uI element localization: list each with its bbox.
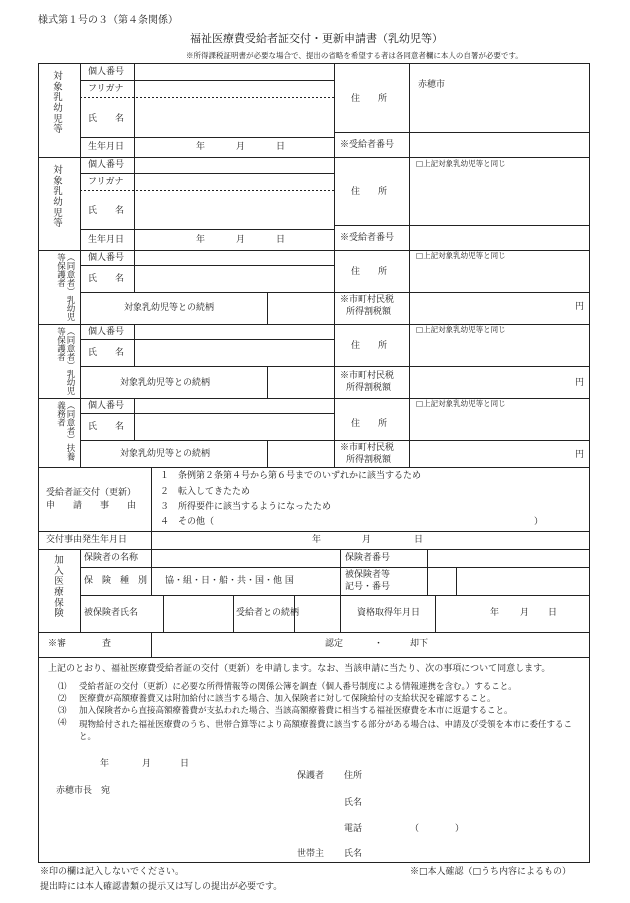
footer-note-left: ※印の欄は記入しないでください。 bbox=[40, 867, 185, 877]
guardian2-individual-number-label: 個人番号 bbox=[88, 327, 125, 337]
supporter-yen: 円 bbox=[575, 450, 585, 460]
infant2-individual-number-label: 個人番号 bbox=[88, 160, 125, 170]
declaration-item-3-num: ⑶ bbox=[58, 706, 67, 716]
infant1-address-label: 住 所 bbox=[351, 94, 388, 104]
declaration-item-4-num: ⑷ bbox=[58, 718, 67, 728]
supporter-same-checkbox[interactable]: □上記対象乳幼児等と同じ bbox=[416, 399, 506, 408]
infant2-name-label: 氏 名 bbox=[88, 206, 125, 216]
infant1-year: 年 bbox=[196, 142, 206, 152]
infant2-day: 日 bbox=[276, 235, 286, 245]
insured-symbol-label-2: 記号・番号 bbox=[345, 582, 391, 592]
reason-option-1[interactable]: １ 条例第２条第４号から第６号までのいずれかに該当するため bbox=[160, 471, 422, 481]
infant2-month: 月 bbox=[236, 235, 246, 245]
guardian1-name-label: 氏 名 bbox=[88, 274, 125, 284]
infant2-year: 年 bbox=[196, 235, 206, 245]
supporter-tax-label-1: ※市町村民税 bbox=[340, 443, 395, 453]
infant2-birth-date-label: 生年月日 bbox=[88, 235, 125, 245]
guardian2-yen: 円 bbox=[575, 378, 585, 388]
reason-label-line1: 受給者証交付（更新） bbox=[46, 488, 137, 498]
supporter-individual-number-label: 個人番号 bbox=[88, 401, 125, 411]
infant2-furigana-label: フリガナ bbox=[88, 177, 124, 187]
guardian2-same-checkbox[interactable]: □上記対象乳幼児等と同じ bbox=[416, 325, 506, 334]
supporter-address-label: 住 所 bbox=[351, 419, 388, 429]
insurance-type-options[interactable]: 協・組・日・船・共・国・他 国 bbox=[165, 576, 294, 586]
review-label: ※審 査 bbox=[48, 639, 112, 649]
infant1-recipient-number-label: ※受給者番号 bbox=[340, 140, 395, 150]
supporter-tax-label-2: 所得割税額 bbox=[346, 455, 392, 465]
event-date-month: 月 bbox=[362, 535, 372, 545]
sign-month: 月 bbox=[142, 759, 152, 769]
infant2-label: 対象乳幼児等 bbox=[53, 165, 63, 230]
guardian1-same-checkbox[interactable]: □上記対象乳幼児等と同じ bbox=[416, 251, 506, 260]
declaration-intro: 上記のとおり、福祉医療費受給者証の交付（更新）を申請します。なお、当該申請に当たり、次の事項について同意します。 bbox=[48, 664, 551, 674]
sign-year: 年 bbox=[100, 759, 110, 769]
declaration-item-2-num: ⑵ bbox=[58, 694, 67, 704]
guardian2-name-label: 氏 名 bbox=[88, 348, 125, 358]
household-head-name-label: 氏名 bbox=[344, 849, 363, 859]
qualification-month: 月 bbox=[520, 608, 530, 618]
guardian-role-label: 保護者 bbox=[297, 771, 325, 781]
top-note: ※所得課税証明書が必要な場合で、提出の省略を希望する者は各同意者欄に本人の自署が必要です。 bbox=[186, 51, 523, 60]
qualification-year: 年 bbox=[490, 608, 500, 618]
guardian1-tax-label-2: 所得割税額 bbox=[346, 307, 392, 317]
guardian2-tax-label-2: 所得割税額 bbox=[346, 383, 392, 393]
supporter-name-label: 氏 名 bbox=[88, 422, 125, 432]
sign-name-label: 氏名 bbox=[344, 798, 363, 808]
infant1-individual-number-label: 個人番号 bbox=[88, 67, 125, 77]
event-date-day: 日 bbox=[414, 535, 424, 545]
reason-option-4[interactable]: ４ その他（ bbox=[160, 517, 215, 527]
guardian1-tax-label-1: ※市町村民税 bbox=[340, 295, 395, 305]
review-dot: ・ bbox=[374, 639, 384, 649]
guardian2-label: （同意者）乳幼児等保護者 bbox=[55, 327, 75, 395]
event-date-year: 年 bbox=[312, 535, 322, 545]
reason-option-2[interactable]: ２ 転入してきたため bbox=[160, 487, 251, 497]
sign-phone-paren: （ ） bbox=[410, 824, 465, 834]
supporter-label: （同意者）扶養義務者 bbox=[55, 401, 75, 461]
guardian1-label: （同意者）乳幼児等保護者 bbox=[55, 253, 75, 321]
declaration-item-1-num: ⑴ bbox=[58, 682, 67, 692]
insurance-label: 加入医療保険 bbox=[54, 555, 64, 620]
sign-day: 日 bbox=[180, 759, 190, 769]
declaration-item-4: 現物給付された福祉医療費のうち、世帯合算等により高額療養費に該当する部分がある場合は、申請及び受領を本市に委任すること。 bbox=[79, 720, 573, 743]
event-date-label: 交付事由発生年月日 bbox=[46, 535, 128, 545]
guardian1-individual-number-label: 個人番号 bbox=[88, 253, 125, 263]
insurer-name-label: 保険者の名称 bbox=[84, 553, 139, 563]
reason-option-4-close: ） bbox=[534, 517, 544, 527]
infant1-address-value: 赤穂市 bbox=[418, 80, 446, 90]
footer-note-right: ※□本人確認（□うち内容によるもの） bbox=[410, 867, 572, 877]
reason-option-3[interactable]: ３ 所得要件に該当するようになったため bbox=[160, 502, 332, 512]
review-approve: 認定 bbox=[325, 639, 344, 649]
insurer-number-label: 保険者番号 bbox=[345, 553, 391, 563]
insurance-type-label: 保 険 種 別 bbox=[84, 576, 148, 586]
infant1-month: 月 bbox=[236, 142, 246, 152]
declaration-item-3: 加入保険者から直接高額療養費が支払われた場合、当該高額療養費に相当する福祉医療費を本市に返還すること。 bbox=[79, 706, 513, 716]
footer-note-bottom: 提出時には本人確認書類の提示又は写しの提出が必要です。 bbox=[40, 882, 283, 892]
qualification-date-label: 資格取得年月日 bbox=[357, 608, 421, 618]
supporter-relation-label: 対象乳幼児等との続柄 bbox=[120, 449, 211, 459]
infant1-birth-date-label: 生年月日 bbox=[88, 142, 125, 152]
infant2-recipient-number-label: ※受給者番号 bbox=[340, 233, 395, 243]
infant2-same-checkbox[interactable]: □上記対象乳幼児等と同じ bbox=[416, 159, 506, 168]
qualification-day: 日 bbox=[548, 608, 558, 618]
guardian2-address-label: 住 所 bbox=[351, 341, 388, 351]
infant1-day: 日 bbox=[276, 142, 286, 152]
infant1-furigana-label: フリガナ bbox=[88, 84, 124, 94]
household-head-label: 世帯主 bbox=[297, 849, 325, 859]
guardian1-relation-label: 対象乳幼児等との続柄 bbox=[124, 303, 215, 313]
guardian1-yen: 円 bbox=[575, 302, 585, 312]
infant2-address-label: 住 所 bbox=[351, 187, 388, 197]
sign-phone-label: 電話 bbox=[344, 824, 363, 834]
guardian2-relation-label: 対象乳幼児等との続柄 bbox=[120, 378, 211, 388]
infant1-label: 対象乳幼児等 bbox=[53, 71, 63, 136]
insured-name-label: 被保険者氏名 bbox=[84, 608, 139, 618]
reason-label-line2: 申 請 事 由 bbox=[46, 501, 137, 511]
relation-to-recipient-label: 受給者との続柄 bbox=[236, 608, 300, 618]
addressee: 赤穂市長 宛 bbox=[56, 786, 111, 796]
insured-symbol-label-1: 被保険者等 bbox=[345, 570, 391, 580]
infant1-name-label: 氏 名 bbox=[88, 114, 125, 124]
guardian2-tax-label-1: ※市町村民税 bbox=[340, 371, 395, 381]
review-reject: 却下 bbox=[410, 639, 429, 649]
form-title: 福祉医療費受給者証交付・更新申請書（乳幼児等） bbox=[190, 32, 443, 45]
form-number: 様式第１号の３（第４条関係） bbox=[38, 15, 178, 26]
guardian1-address-label: 住 所 bbox=[351, 267, 388, 277]
declaration-item-1: 受給者証の交付（更新）に必要な所得情報等の関係公簿を調査（個人番号制度による情報連携を含む。）すること。 bbox=[79, 682, 517, 692]
sign-address-label: 住所 bbox=[344, 771, 363, 781]
declaration-item-2: 医療費が高額療養費又は附加給付に該当する場合、加入保険者に対して保険給付の支給状況を確認すること。 bbox=[79, 694, 496, 704]
